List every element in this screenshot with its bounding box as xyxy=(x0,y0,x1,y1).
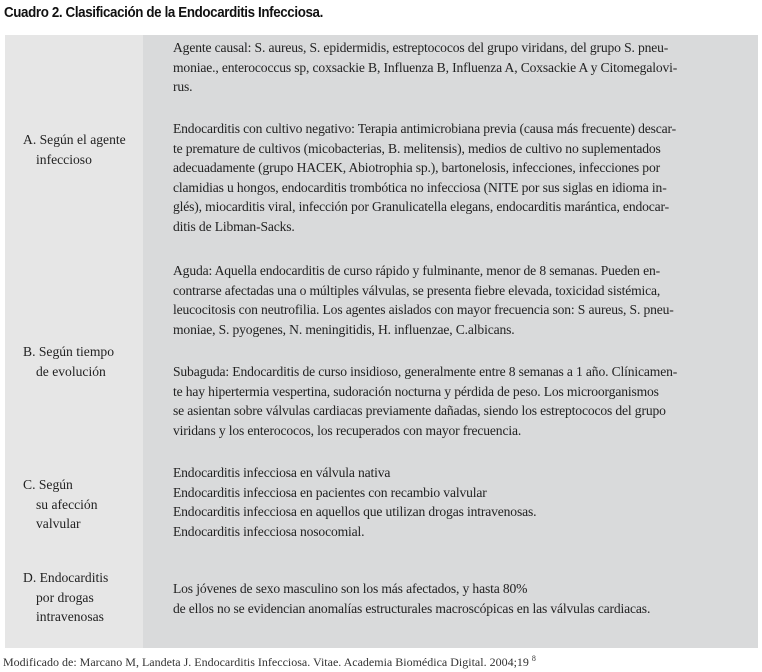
source-citation xyxy=(3,654,536,670)
list-afeccion-valvular xyxy=(173,463,536,541)
text-line: rus. xyxy=(173,79,193,95)
label-line: por drogas xyxy=(36,589,94,605)
text-line: Subaguda: Endocarditis de curso insidioso, generalmente entre 8 semanas a 1 año. Clínicamen- xyxy=(173,364,678,379)
text-line: de ellos no se evidencian anomalías estructurales macroscópicas en las válvulas cardiacas. xyxy=(173,600,651,616)
paragraph-drogas xyxy=(173,579,650,618)
paragraph-aguda xyxy=(173,261,674,339)
list-item: Endocarditis infecciosa nosocomial. xyxy=(173,523,365,539)
label-line: infeccioso xyxy=(36,151,92,167)
label-line: valvular xyxy=(36,516,81,532)
reference-number: 8 xyxy=(531,654,536,663)
text-line: viridans y los enterococos, los recuperados con mayor frecuencia. xyxy=(173,422,522,438)
text-line: Endocarditis con cultivo negativo: Terapia antimicrobiana previa (causa más frecuente) descar- xyxy=(173,121,677,136)
list-item: Endocarditis infecciosa en aquellos que utilizan drogas intravenosas. xyxy=(173,504,537,520)
text-line: adecuadamente (grupo HACEK, Abiotrophia sp.), bartonelosis, infecciones, infecciones por xyxy=(173,160,660,176)
label-line: A. Según el agente xyxy=(23,132,126,147)
label-line: D. Endocarditis xyxy=(23,570,109,585)
text-line: clamidias u hongos, endocarditis trombótica no infecciosa (NITE por sus siglas en idioma in- xyxy=(173,179,667,195)
citation-text: Modificado de: Marcano M, Landeta J. Endocarditis Infecciosa. Vitae. Academia Biomédica Digital. 2004;19 xyxy=(3,655,529,669)
text-line: se asientan sobre válvulas cardiacas previamente dañadas, siendo los estreptococos del grupo xyxy=(173,403,666,419)
text-line: Aguda: Aquella endocarditis de curso rápido y fulminante, menor de 8 semanas. Pueden en- xyxy=(173,263,660,278)
text-line: Agente causal: S. aureus, S. epidermidis, estreptococos del grupo viridans, del grupo S. pneu- xyxy=(173,40,669,55)
text-line: contrarse afectadas una o múltiples válvulas, se presenta fiebre elevada, toxicidad sistémica, xyxy=(173,282,661,298)
table-caption: Cuadro 2. Clasificación de la Endocarditis Infecciosa. xyxy=(4,5,323,21)
label-line: B. Según tiempo xyxy=(23,344,115,359)
text-line: te hay hipertermia vespertina, sudoración nocturna y pérdida de peso. Los microorganismos xyxy=(173,383,659,399)
text-line: leucocitosis con neutrofilia. Los agentes aislados con mayor frecuencia son: S aureus, S. pneu- xyxy=(173,302,674,318)
text-line: moniae, S. pyogenes, N. meningitidis, H. influenzae, C.albicans. xyxy=(173,321,515,337)
paragraph-cultivo-negativo xyxy=(173,119,676,237)
text-line: moniae., enterococcus sp, coxsackie B, Influenza B, Influenza A, Coxsackie A y Citomegalovi- xyxy=(173,59,678,75)
label-line: de evolución xyxy=(36,363,106,379)
paragraph-agente-causal xyxy=(173,38,677,97)
row-label-tiempo xyxy=(23,342,114,381)
label-line: su afección xyxy=(36,496,98,512)
classification-table xyxy=(5,35,758,648)
paragraph-subaguda xyxy=(173,362,677,440)
list-item: Endocarditis infecciosa en válvula nativa xyxy=(173,465,391,480)
row-label-afeccion xyxy=(23,475,98,534)
text-line: te premature de cultivos (micobacterias, B. melitensis), medios de cultivo no suplementados xyxy=(173,140,661,156)
text-line: ditis de Libman-Sacks. xyxy=(173,218,295,234)
label-line: intravenosas xyxy=(36,609,104,625)
list-item: Endocarditis infecciosa en pacientes con recambio valvular xyxy=(173,484,487,500)
text-line: glés), miocarditis viral, infección por Granulicatella elegans, endocarditis marántica, endocar- xyxy=(173,199,670,215)
row-label-agente xyxy=(23,130,126,169)
text-line: Los jóvenes de sexo masculino son los más afectados, y hasta 80% xyxy=(173,581,528,596)
row-label-drogas xyxy=(23,568,108,627)
label-line: C. Según xyxy=(23,477,73,492)
